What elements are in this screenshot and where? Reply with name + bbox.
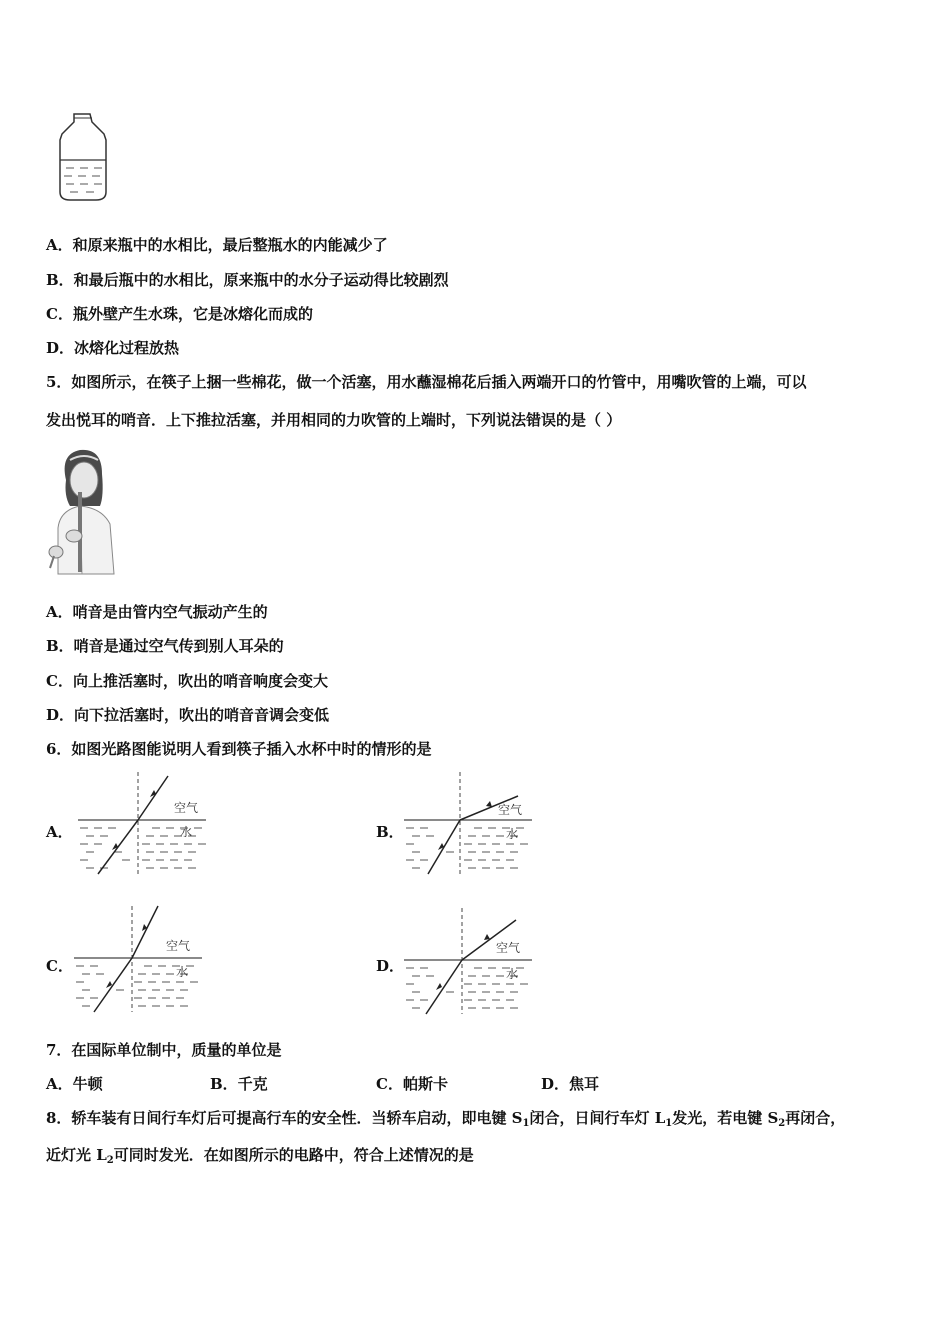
q8-text-part4: 再闭合，: [785, 1109, 846, 1127]
q7-option-b: B．千克: [210, 1075, 268, 1093]
q5-option-a: A．哨音是由管内空气振动产生的: [46, 603, 268, 621]
air-label-b: 空气: [498, 803, 523, 817]
q6-label-c: C．: [46, 957, 73, 975]
light-path-diagram-b: [402, 770, 536, 880]
q8-text-part5: 近灯光 L: [46, 1146, 107, 1164]
q7-option-a: A．牛顿: [46, 1075, 103, 1093]
q8-text-part3: 发光，若电键 S: [672, 1109, 779, 1127]
water-label-c: 水: [176, 965, 189, 979]
light-path-diagram-d: [402, 906, 536, 1018]
q6-label-a: A．: [46, 823, 73, 841]
q8-sub-s1: 1: [522, 1118, 530, 1129]
q4-option-a: A．和原来瓶中的水相比，最后整瓶水的内能减少了: [46, 236, 388, 254]
air-label-d: 空气: [496, 941, 521, 955]
q4-option-d: D．冰熔化过程放热: [46, 339, 180, 357]
air-label-a: 空气: [174, 801, 199, 815]
q8-stem-line1: [46, 1108, 845, 1134]
q5-stem-line1: 5．如图所示，在筷子上捆一些棉花，做一个活塞，用水蘸湿棉花后插入两端开口的竹管中，用嘴吹管的上端，可以: [46, 373, 807, 391]
water-label-d: 水: [506, 967, 519, 981]
q5-option-c: C．向上推活塞时，吹出的哨音响度会变大: [46, 672, 328, 690]
q6-label-d: D．: [376, 957, 405, 975]
bottle-figure: [52, 108, 114, 204]
water-label-a: 水: [180, 825, 193, 839]
q4-option-c: C．瓶外壁产生水珠，它是冰熔化而成的: [46, 305, 313, 323]
q4-option-b: B．和最后瓶中的水相比，原来瓶中的水分子运动得比较剧烈: [46, 271, 449, 289]
q8-text-part2: 闭合，日间行车灯 L: [529, 1109, 666, 1127]
light-path-diagram-c: [72, 904, 206, 1016]
q5-option-b: B．哨音是通过空气传到别人耳朵的: [46, 637, 284, 655]
water-label-b: 水: [506, 827, 519, 841]
q8-text-part6: 可同时发光．在如图所示的电路中，符合上述情况的是: [113, 1146, 474, 1164]
air-label-c: 空气: [166, 939, 191, 953]
q5-option-d: D．向下拉活塞时，吹出的哨音音调会变低: [46, 706, 330, 724]
q7-option-c: C．帕斯卡: [376, 1075, 448, 1093]
q8-sub-s2: 2: [778, 1118, 786, 1129]
q8-sub-l1: 1: [665, 1118, 673, 1129]
q7-stem: 7．在国际单位制中，质量的单位是: [46, 1041, 282, 1059]
light-path-diagram-a: [76, 770, 210, 880]
girl-blowing-pipe-figure: [44, 444, 120, 576]
q6-stem: 6．如图光路图能说明人看到筷子插入水杯中时的情形的是: [46, 740, 432, 758]
q5-stem-line2: 发出悦耳的哨音．上下推拉活塞，并用相同的力吹管的上端时，下列说法错误的是（ ）: [46, 411, 622, 429]
q8-text-part1: 8．轿车装有日间行车灯后可提高行车的安全性．当轿车启动，即电键 S: [46, 1109, 523, 1127]
q8-sub-l2: 2: [106, 1155, 114, 1166]
q8-stem-line2: [46, 1145, 474, 1171]
q6-label-b: B．: [376, 823, 404, 841]
q7-option-d: D．焦耳: [541, 1075, 600, 1093]
